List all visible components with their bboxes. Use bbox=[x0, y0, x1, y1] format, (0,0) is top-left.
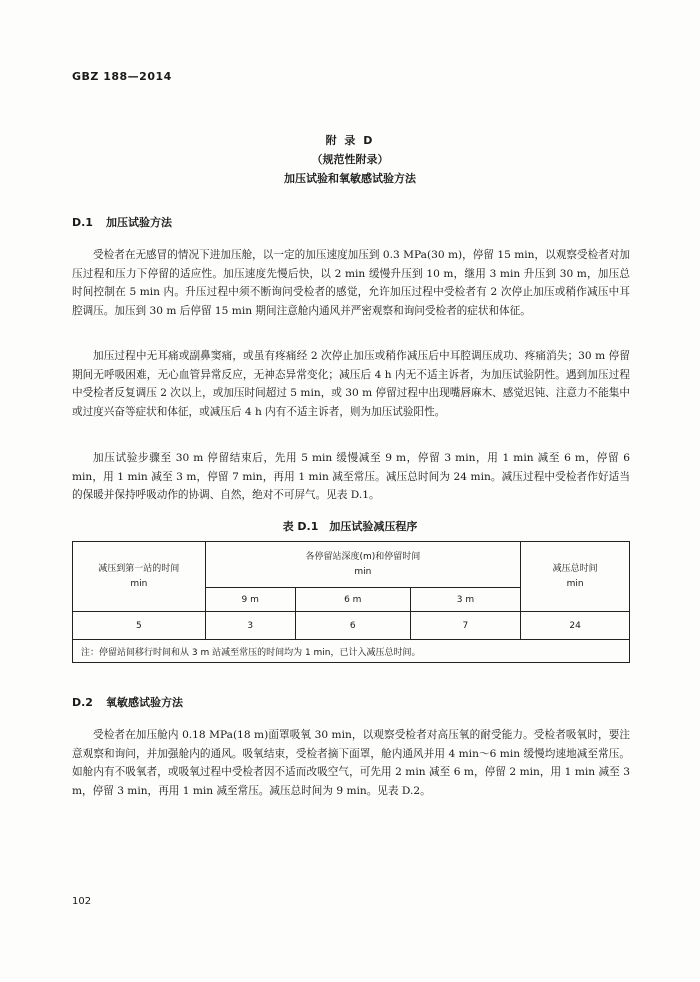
table-note: 注：停留站间移行时间和从 3 m 站减至常压的时间均为 1 min，已计入减压总时间。 bbox=[73, 640, 630, 663]
appendix-subtitle: （规范性附录） bbox=[311, 153, 389, 166]
document-code: GBZ 188—2014 bbox=[72, 70, 172, 83]
decompression-table bbox=[72, 541, 630, 663]
table-caption: 表 D.1 加压试验减压程序 bbox=[282, 520, 418, 533]
header-first-stop: 减压到第一站的时间 min bbox=[73, 542, 206, 612]
paragraph: 加压过程中无耳痛或副鼻窦痛，或虽有疼痛经 2 次停止加压或稍作减压后中耳腔调压成功、疼痛消失；30 m 停留期间无呼吸困难，无心血管异常反应，无神态异常变化；减压后 4 h 内无不适主诉者，为加压试验阴性。遇到加压过程中受检者反复调压 2 次以上，或加压时间超过 5 min，或 30 m 停留过程中出现嘴唇麻木、感觉迟钝、注意力不能集中或过度兴奋等症状和体征，或减压后 4 h 内有不适主诉者，则为加压试验阳性。 bbox=[72, 350, 630, 418]
header-total-time: 减压总时间 min bbox=[521, 542, 630, 612]
section-title: 加压试验方法 bbox=[106, 216, 172, 229]
section-number: D.2 bbox=[72, 696, 93, 709]
section-d2-heading bbox=[72, 694, 183, 710]
depth-cell: 6 m bbox=[295, 588, 410, 612]
section-d1-heading bbox=[72, 214, 172, 230]
paragraph: 受检者在加压舱内 0.18 MPa(18 m)面罩吸氧 30 min，以观察受检者对高压氧的耐受能力。受检者吸氧时，要注意观察和询问，并加强舱内的通风。吸氧结束，受检者摘下面罩，舱内通风并用 4 min～6 min 缓慢均速地减至常压。如舱内有不吸氧者，或吸氧过程中受检者因不适而改吸空气，可先用 2 min 减至 6 m，停留 2 min，用 1 min 减至 3 m，停留 3 min，再用 1 min 减至常压。减压总时间为 9 min。见表 D.2。 bbox=[72, 729, 630, 797]
header-stop-depths: 各停留站深度(m)和停留时间 min bbox=[205, 542, 521, 588]
depth-cell: 3 m bbox=[410, 588, 520, 612]
depth-cell: 9 m bbox=[205, 588, 295, 612]
page-number: 102 bbox=[72, 896, 92, 907]
appendix-heading: 加压试验和氧敏感试验方法 bbox=[284, 172, 416, 185]
paragraph: 加压试验步骤至 30 m 停留结束后，先用 5 min 缓慢减至 9 m，停留 3 min，用 1 min 减至 6 m，停留 6 min，用 1 min 减至 3 m，停留 7 min，再用 1 min 减至常压。减压总时间为 24 min。减压过程中受检者作好适当的保暖并保持呼吸动作的协调、自然，绝对不可屏气。见表 D.1。 bbox=[72, 452, 630, 501]
section-title: 氧敏感试验方法 bbox=[106, 696, 183, 709]
section-number: D.1 bbox=[72, 216, 93, 229]
table-row: 5 3 6 7 24 bbox=[73, 612, 630, 640]
appendix-title: 附 录 D bbox=[325, 134, 375, 147]
paragraph: 受检者在无感冒的情况下进加压舱，以一定的加压速度加压到 0.3 MPa(30 m)，停留 15 min，以观察受检者对加压过程和压力下停留的适应性。加压速度先慢后快，以 2 min 缓慢升压到 10 m，继用 3 min 升压到 30 m，加压总时间控制在 5 min 内。升压过程中须不断询问受检者的感觉，允许加压过程中受检者有 2 次停止加压或稍作减压中耳腔调压。加压到 30 m 后停留 15 min 期间注意舱内通风并严密观察和询问受检者的症状和体征。 bbox=[72, 249, 630, 317]
